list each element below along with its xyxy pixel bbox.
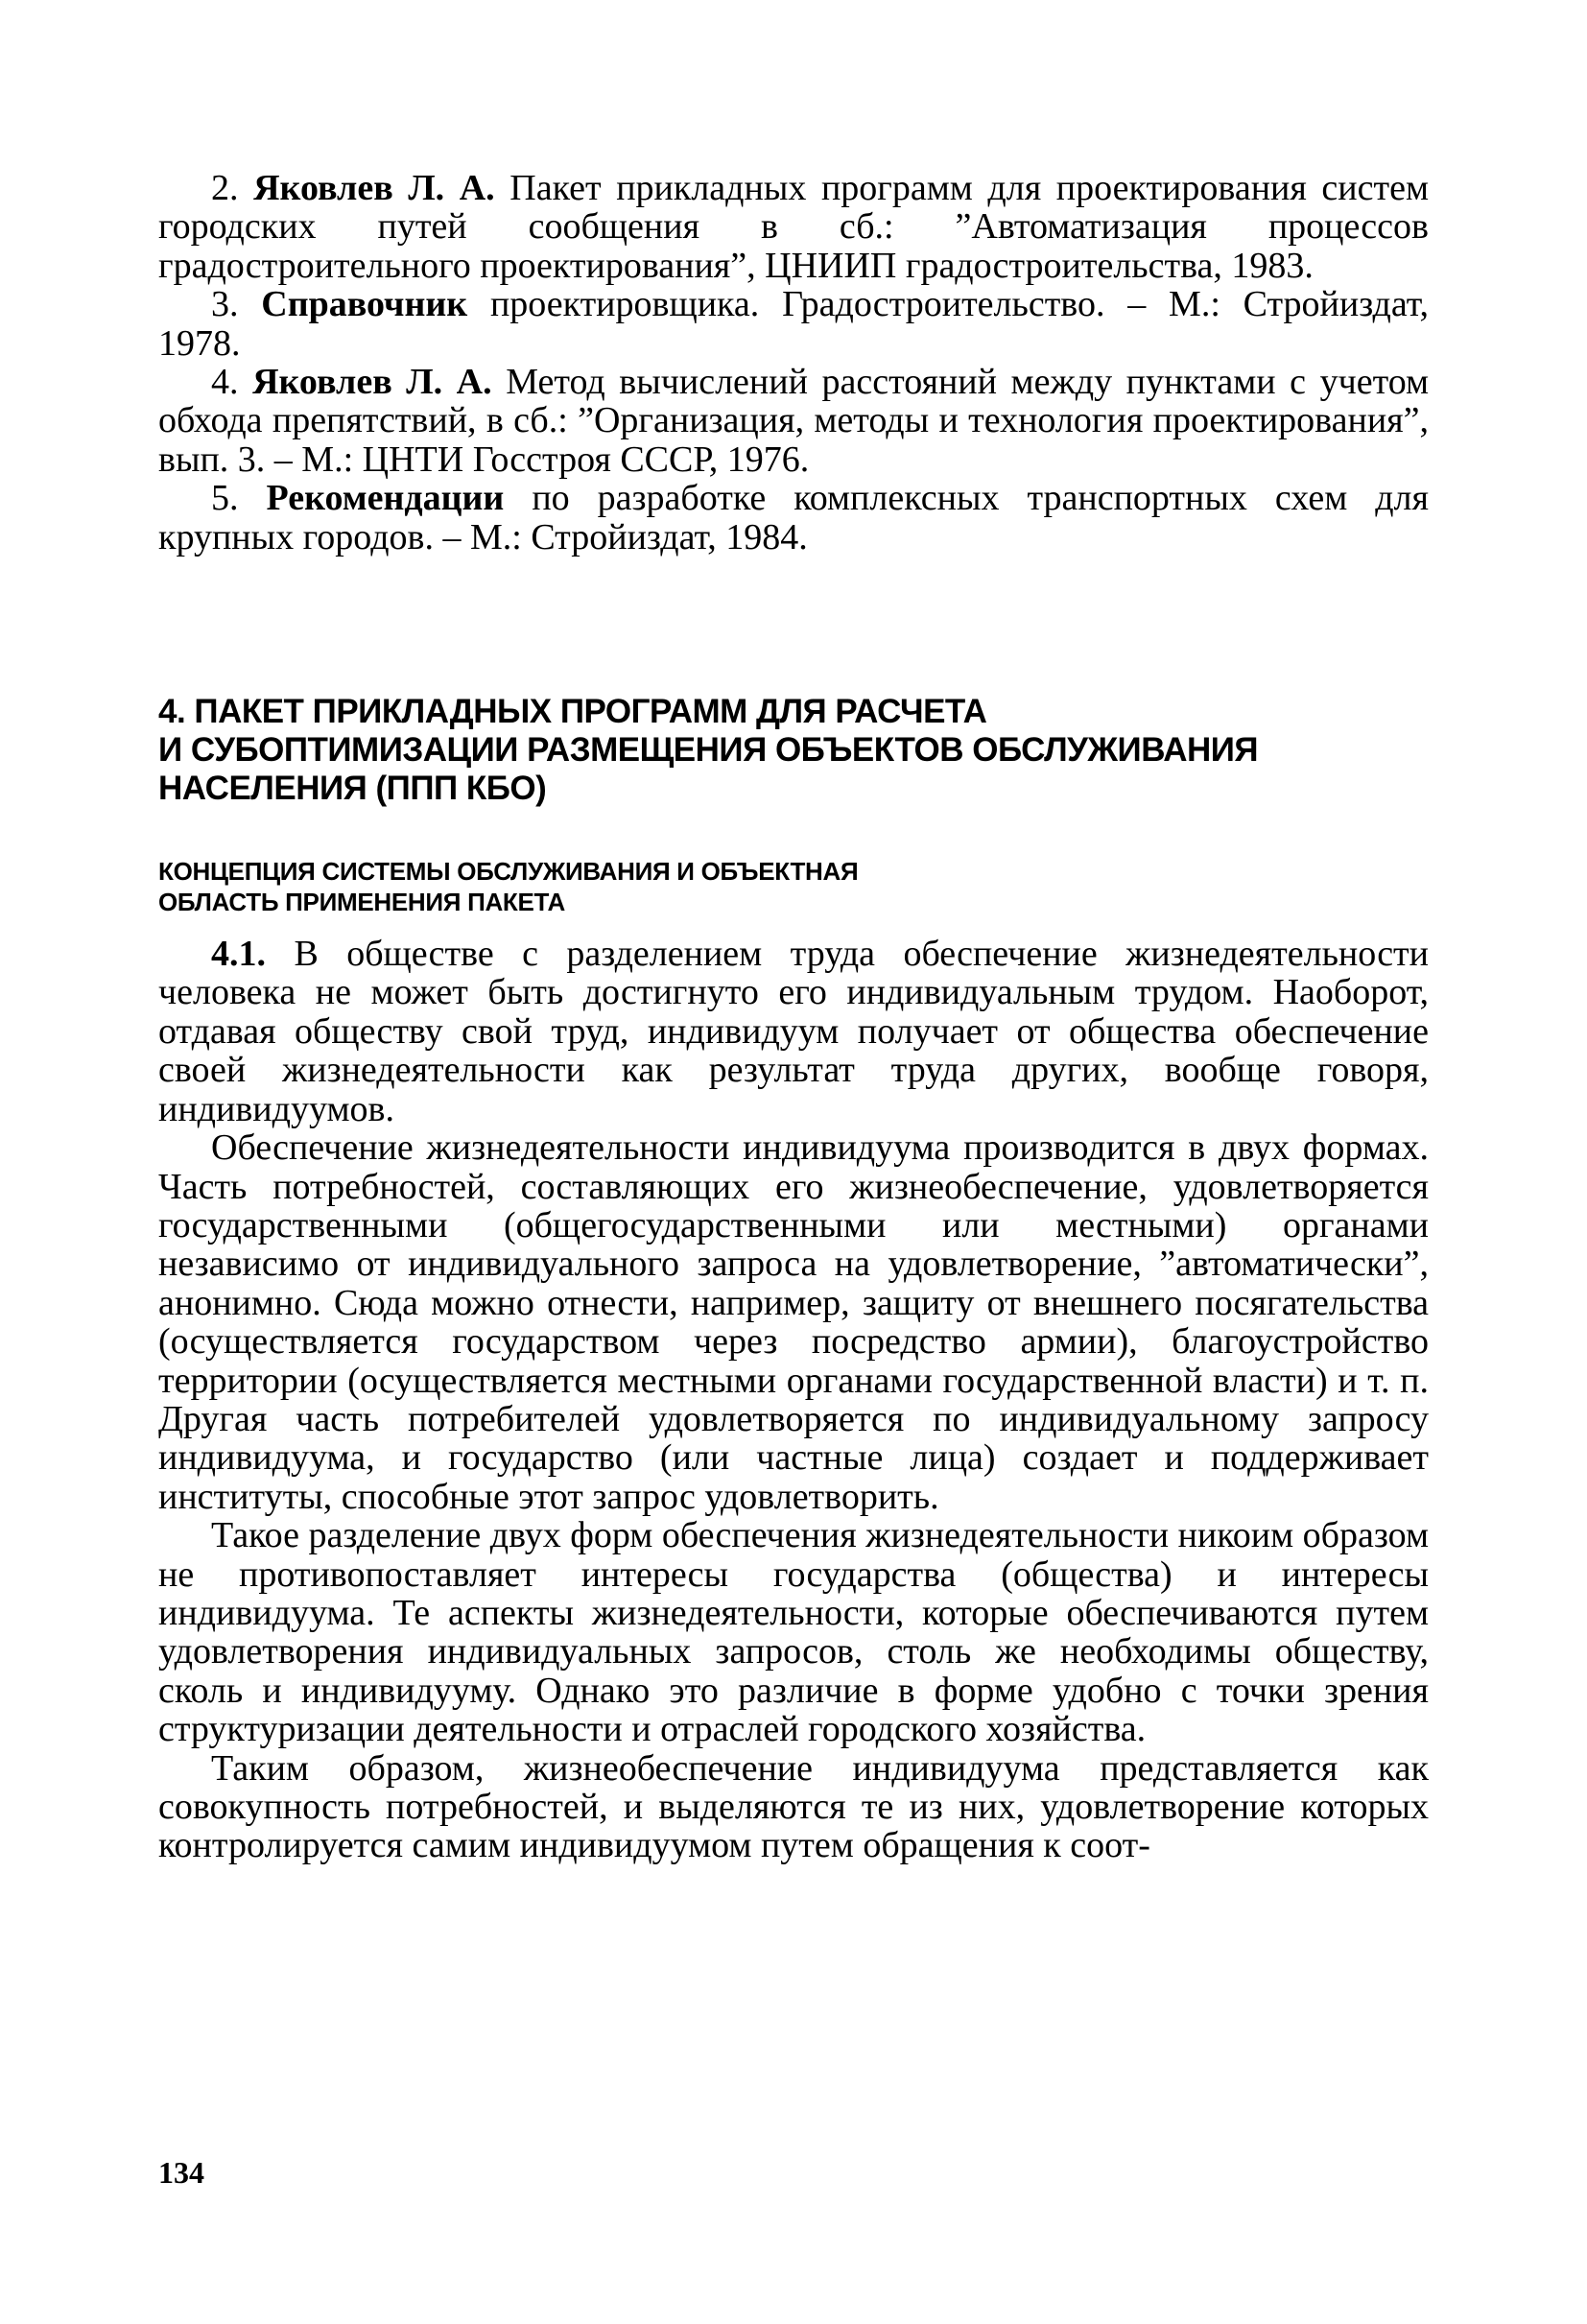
section-heading [158,693,1429,808]
paragraph [158,1516,1429,1748]
reference-number: 4. [211,362,239,403]
paragraph [158,935,1429,1128]
document-page [158,169,1429,1865]
reference-author: Рекомендации [266,478,505,519]
body-text [158,935,1429,1865]
reference-number: 5. [211,478,239,519]
paragraph-text: В обществе с разделением труда обеспечение жизнедеятельности человека не может быть достигнуто его индивидуальным трудом. Наоборот, отдавая обществу свой труд, индивидуум получает от общества обеспечение своей жизнедеятельности как результат труда других, вообще говоря, индивидуумов. [158,934,1430,1129]
paragraph-text: Такое разделение двух форм обеспечения жизнедеятельности никоим образом не противопоставляет интересы государства (общества) и интересы индивидуума. Те аспекты жизнедеятельности, которые обеспечиваются путем удовлетворения индивидуальных запросов, столь же необходимы обществу, сколь и индивидууму. Однако это различие в форме удобно с точки зрения структуризации деятельности и отраслей городского хозяйства. [158,1515,1429,1750]
section-heading-line: НАСЕЛЕНИЯ (ППП КБО) [158,770,547,808]
reference-author: Справочник [261,284,468,325]
subsection-heading [158,856,1429,917]
page-number: 134 [158,2155,204,2190]
subsection-heading-line: ОБЛАСТЬ ПРИМЕНЕНИЯ ПАКЕТА [158,888,565,917]
reference-author: Яковлев Л. А. [252,362,492,403]
reference-number: 2. [211,168,239,208]
reference-item [158,169,1429,285]
reference-item [158,285,1429,363]
subsection-heading-line: КОНЦЕПЦИЯ СИСТЕМЫ ОБСЛУЖИВАНИЯ И ОБЪЕКТНАЯ [158,857,859,887]
reference-text: по разработке комплексных транспортных схем для крупных городов. – М.: Стройиздат, 1984. [158,478,1430,557]
section-heading-line: 4. ПАКЕТ ПРИКЛАДНЫХ ПРОГРАММ ДЛЯ РАСЧЕТА [158,693,987,731]
paragraph-text: Обеспечение жизнедеятельности индивидуума производится в двух формах. Часть потребностей, составляющих его жизнеобеспечение, удовлетворяется государственными (общегосударственными или местными) органами независимо от индивидуального запроса на удовлетворение, ”автоматически”, анонимно. Сюда можно отнести, например, защиту от внешнего посягательства (осуществляется государством через посредство армии), благоустройство территории (осуществляется местными органами государственной власти) и т. п. Другая часть потребителей удовлетворяется по индивидуальному запросу индивидуума, и государство (или частные лица) создает и поддерживает институты, способные этот запрос удовлетворить. [158,1127,1429,1517]
paragraph-number: 4.1. [211,934,266,975]
paragraph [158,1749,1429,1865]
reference-list [158,169,1429,557]
section-heading-line: И СУБОПТИМИЗАЦИИ РАЗМЕЩЕНИЯ ОБЪЕКТОВ ОБСЛУЖИВАНИЯ [158,731,1259,770]
reference-author: Яковлев Л. А. [253,168,495,208]
paragraph-text: Таким образом, жизнеобеспечение индивидуума представляется как совокупность потребностей, и выделяются те из них, удовлетворение которых контролируется самим индивидуумом путем обращения к соот- [158,1747,1429,1866]
reference-text: Пакет прикладных программ для проектирования систем городских путей сообщения в сб.: ”Автоматизация процессов градостроительного проектирования”, ЦНИИП градостроительства, 1983. [158,168,1430,286]
reference-item [158,363,1429,479]
reference-text: Метод вычислений расстояний между пунктами с учетом обхода препятствий, в сб.: ”Организация, методы и технология проектирования”, вып. 3. – М.: ЦНТИ Госстроя СССР, 1976. [158,362,1430,480]
reference-item [158,479,1429,557]
paragraph [158,1128,1429,1516]
reference-number: 3. [211,284,239,325]
reference-text: проектировщика. Градостроительство. – М.: Стройиздат, 1978. [158,284,1430,364]
